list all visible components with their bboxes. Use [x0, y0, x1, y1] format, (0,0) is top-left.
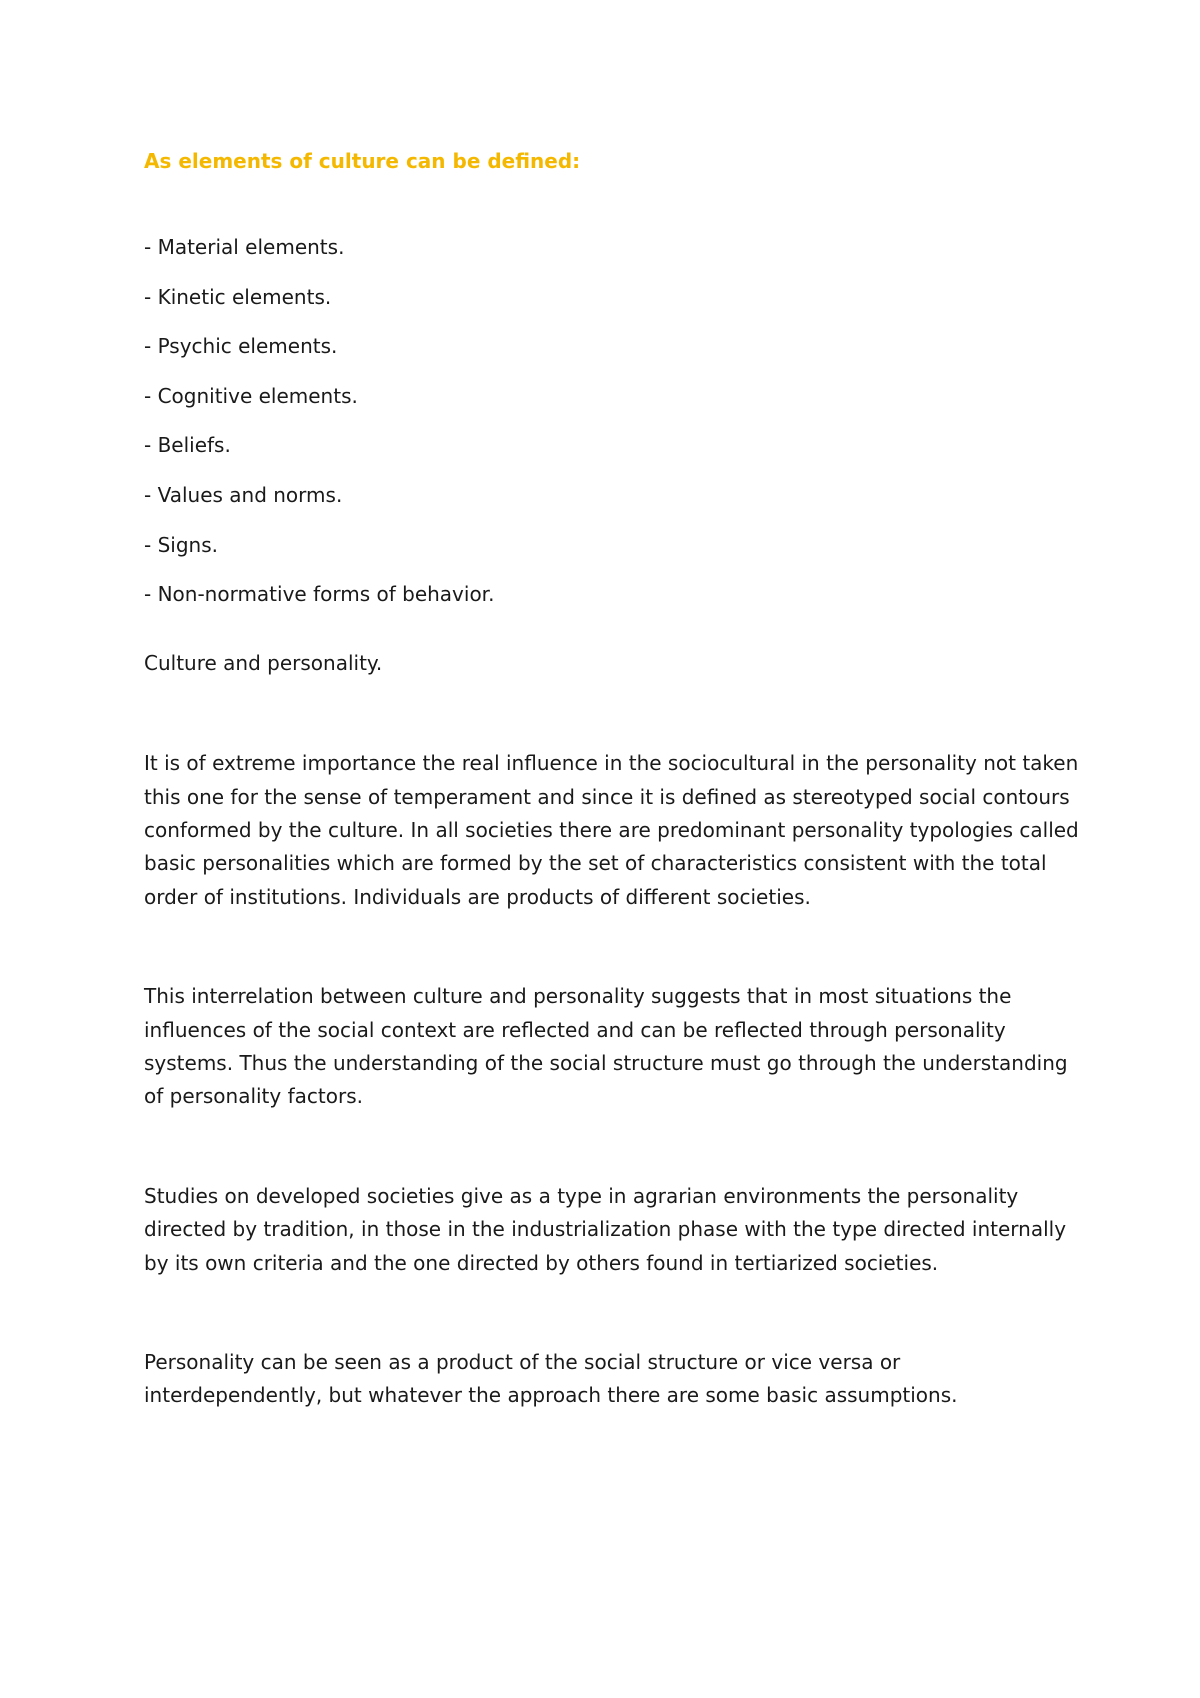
culture-personality-subheading: Culture and personality. [144, 651, 383, 676]
document-body [144, 146, 1084, 1413]
paragraph: Personality can be seen as a product of the social structure or vice versa or interdependently, but whatever the approach there are some basic assumptions. [144, 1350, 958, 1408]
list-item: - Non-normative forms of behavior. [144, 582, 495, 607]
list-item: - Beliefs. [144, 433, 231, 458]
list-item: - Cognitive elements. [144, 383, 358, 408]
culture-elements-list [144, 232, 1084, 609]
paragraph: It is of extreme importance the real influence in the sociocultural in the personality not taken this one for the sense of temperament and since it is defined as stereotyped social contours conformed by the culture. In all societies there are predominant personality typologies called basic personalities which are formed by the set of characteristics consistent with the total order of institutions. Individuals are products of different societies. [144, 751, 1079, 909]
list-item: - Signs. [144, 532, 218, 557]
list-item: - Psychic elements. [144, 334, 338, 359]
list-item: - Kinetic elements. [144, 284, 332, 309]
list-item: - Values and norms. [144, 482, 343, 507]
paragraph: This interrelation between culture and personality suggests that in most situations the influences of the social context are reflected and can be reflected through personality systems. Thus the understanding of the social structure must go through the understanding of personality factors. [144, 984, 1068, 1109]
paragraph: Studies on developed societies give as a type in agrarian environments the personality directed by tradition, in those in the industrialization phase with the type directed internally by its own criteria and the one directed by others found in tertiarized societies. [144, 1183, 1067, 1275]
list-item: - Material elements. [144, 235, 345, 259]
section-heading: As elements of culture can be defined: [144, 149, 581, 173]
